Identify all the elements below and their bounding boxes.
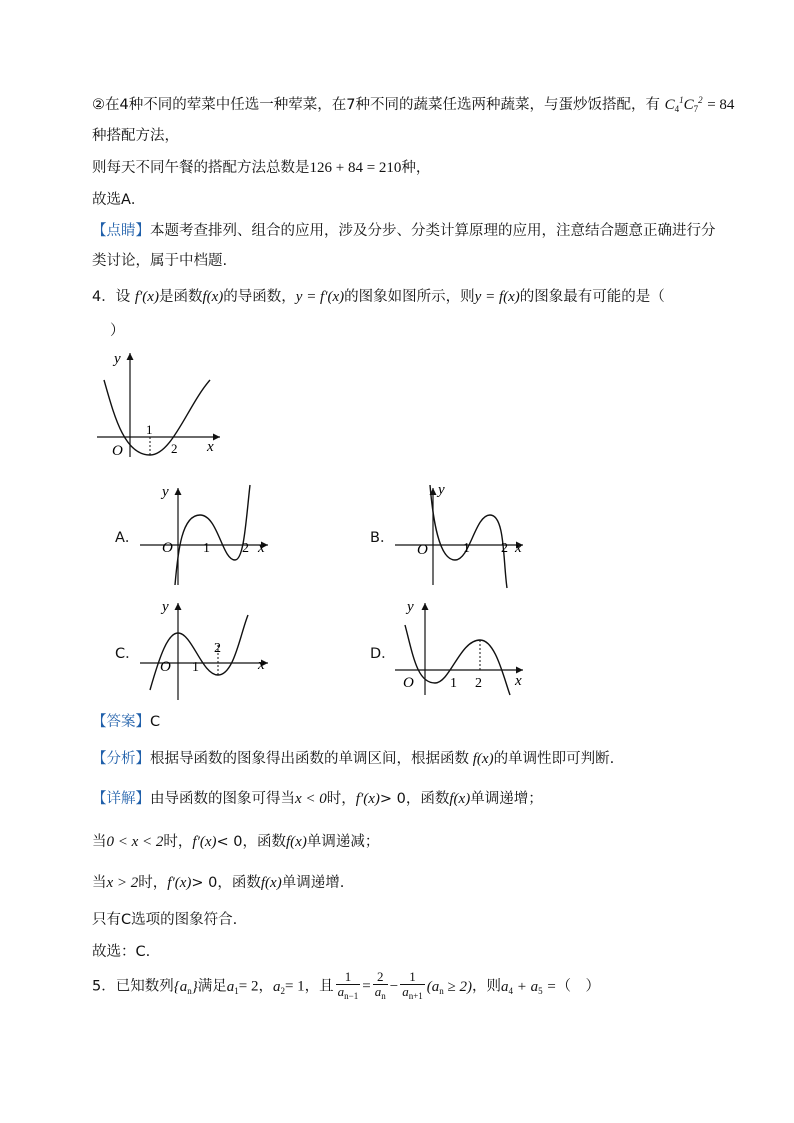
question-number: 4．设	[92, 289, 131, 305]
option-c-graph	[140, 595, 280, 705]
x-label: x	[258, 657, 265, 673]
origin-label: O	[160, 659, 171, 675]
question-5	[92, 970, 600, 1007]
answer-line	[92, 712, 160, 732]
frac-1-over-an-plus-1: $\frac{1}{a_{n+1}}$	[402, 969, 423, 1001]
text: ②在4种不同的荤菜中任选一种荤菜，在7种不同的蔬菜任选两种蔬菜，与蛋炒饭搭配，有	[92, 97, 660, 113]
sum-expr: 126 + 84 = 210	[309, 160, 402, 176]
text: ，则	[472, 978, 501, 995]
f-x: f(x)	[449, 791, 471, 807]
condition: x < 0	[295, 791, 327, 807]
x-label: x	[258, 540, 265, 556]
combination-expr: $C_4^1C_7^2$	[664, 95, 703, 114]
text: 满足	[197, 978, 227, 995]
y-label: y	[438, 482, 445, 498]
y-label: y	[162, 484, 169, 500]
solution-line-3	[92, 158, 430, 178]
solution-line-1	[92, 90, 734, 119]
choose-line	[92, 942, 150, 962]
detail-line-3	[92, 873, 344, 893]
f-x: f(x)	[202, 289, 224, 305]
option-b-label: B．	[370, 530, 395, 546]
fprime-x: f′(x)	[355, 791, 380, 807]
option-a-label: A．	[115, 530, 140, 546]
y-label: y	[407, 599, 414, 615]
text: 单调递增；	[470, 791, 543, 807]
analysis-line	[92, 749, 614, 769]
y-eq-f: y = f(x)	[474, 289, 520, 305]
text: 本题考查排列、组合的应用，涉及分步、分类计算原理的应用，注意结合题意正确进行分	[150, 223, 716, 239]
text: 时，	[163, 834, 193, 850]
condition: 0 < x < 2	[106, 834, 164, 850]
x-label: x	[207, 439, 214, 455]
question-4	[92, 287, 665, 307]
a1: $a_1$	[226, 978, 239, 996]
text: 类讨论，属于中档题.	[92, 253, 228, 269]
text: 故选A．	[92, 192, 146, 208]
text: > 0，函数	[379, 791, 450, 807]
tick-1: 1	[146, 422, 153, 437]
curve-d	[405, 625, 510, 695]
a4-plus-a5: $a_4 + a_5$ =	[501, 978, 557, 996]
tick-2: 2	[501, 541, 508, 556]
solution-line-4	[92, 190, 145, 210]
fprime-x: f′(x)	[134, 289, 159, 305]
dianjing-tag: 【点睛】	[92, 223, 150, 239]
detail-line-2	[92, 832, 379, 852]
text: 5．已知数列	[92, 978, 174, 995]
tick-1: 1	[203, 541, 210, 556]
tick-2: 2	[214, 641, 221, 656]
option-d-label: D．	[370, 646, 396, 662]
option-d-graph	[395, 595, 535, 705]
tick-2: 2	[475, 676, 482, 691]
solution-line-2	[92, 126, 179, 146]
combination-value: = 84	[707, 97, 735, 113]
origin-label: O	[417, 542, 428, 558]
text: 种搭配方法，	[92, 128, 179, 144]
minus-sign: −	[389, 978, 399, 995]
origin-label: O	[403, 675, 414, 691]
origin-label: O	[112, 443, 123, 459]
text: 的图象如图所示，则	[344, 289, 475, 305]
text: 的单调性即可判断.	[493, 751, 615, 767]
eq-sign: =	[362, 978, 371, 995]
curve-c	[150, 615, 248, 690]
text: 是函数	[158, 289, 203, 305]
text: 的导函数，	[223, 289, 296, 305]
origin-label: O	[162, 540, 173, 556]
frac-2-over-an: $\frac{2}{a_n}$	[374, 969, 386, 1001]
detail-line-1	[92, 789, 543, 809]
a2: $a_2$	[272, 978, 285, 996]
curve-b	[430, 485, 507, 588]
fprime-x: f′(x)	[167, 875, 192, 891]
text: 只有C选项的图象符合.	[92, 912, 238, 928]
detail-tag: 【详解】	[92, 791, 150, 807]
tick-2: 2	[242, 541, 249, 556]
x-label: x	[515, 540, 522, 556]
derivative-graph	[92, 345, 232, 460]
tick-1: 1	[450, 676, 457, 691]
text: 由导函数的图象可得当	[150, 791, 295, 807]
answer-tag: 【答案】	[92, 714, 150, 730]
text: < 0，函数	[216, 834, 286, 850]
curve-a	[175, 485, 250, 585]
f-x: f(x)	[260, 875, 282, 891]
option-a-graph	[140, 480, 280, 590]
text: 单调递减；	[306, 834, 380, 850]
f-x: f(x)	[469, 751, 494, 767]
only-c-line	[92, 910, 237, 930]
text: ，且	[304, 978, 334, 995]
text: 当	[92, 834, 107, 850]
sequence-an: $\{a_n\}$	[173, 978, 198, 996]
question-4-close	[110, 321, 125, 341]
y-label: y	[114, 351, 121, 367]
option-c-label: C．	[115, 646, 140, 662]
n-condition: $(a_n \ge 2)$	[426, 978, 472, 996]
ge-text: ≥ 2	[447, 978, 467, 995]
x-label: x	[515, 673, 522, 689]
text: 时，	[326, 791, 356, 807]
text: 当	[92, 875, 107, 891]
text: 故选：C.	[92, 944, 151, 960]
text: 根据导函数的图象得出函数的单调区间，根据函数	[150, 751, 469, 767]
y-eq-fprime: y = f′(x)	[295, 289, 345, 305]
text: 的图象最有可能的是（	[519, 289, 665, 305]
text: ，	[258, 978, 273, 995]
analysis-tag: 【分析】	[92, 751, 150, 767]
a2-value: = 1	[284, 978, 305, 995]
y-label: y	[162, 599, 169, 615]
text: > 0，函数	[191, 875, 261, 891]
tick-1: 1	[463, 541, 470, 556]
option-b-graph	[395, 480, 535, 590]
frac-1-over-an-minus-1: $\frac{1}{a_{n-1}}$	[337, 969, 359, 1001]
text: 则每天不同午餐的搭配方法总数是	[92, 160, 310, 176]
text: 单调递增.	[281, 875, 345, 891]
tick-1: 1	[192, 660, 199, 675]
text: 种，	[401, 160, 431, 176]
tick-2: 2	[171, 441, 178, 456]
fprime-x: f′(x)	[192, 834, 217, 850]
text: 时，	[138, 875, 168, 891]
answer-value: C	[150, 714, 161, 730]
f-x: f(x)	[286, 834, 307, 850]
condition: x > 2	[106, 875, 139, 891]
a1-value: = 2	[238, 978, 259, 995]
dianjing-line-2	[92, 251, 227, 271]
dianjing-line-1	[92, 221, 716, 241]
text: （ ）	[556, 978, 600, 995]
text: ）	[110, 323, 125, 339]
